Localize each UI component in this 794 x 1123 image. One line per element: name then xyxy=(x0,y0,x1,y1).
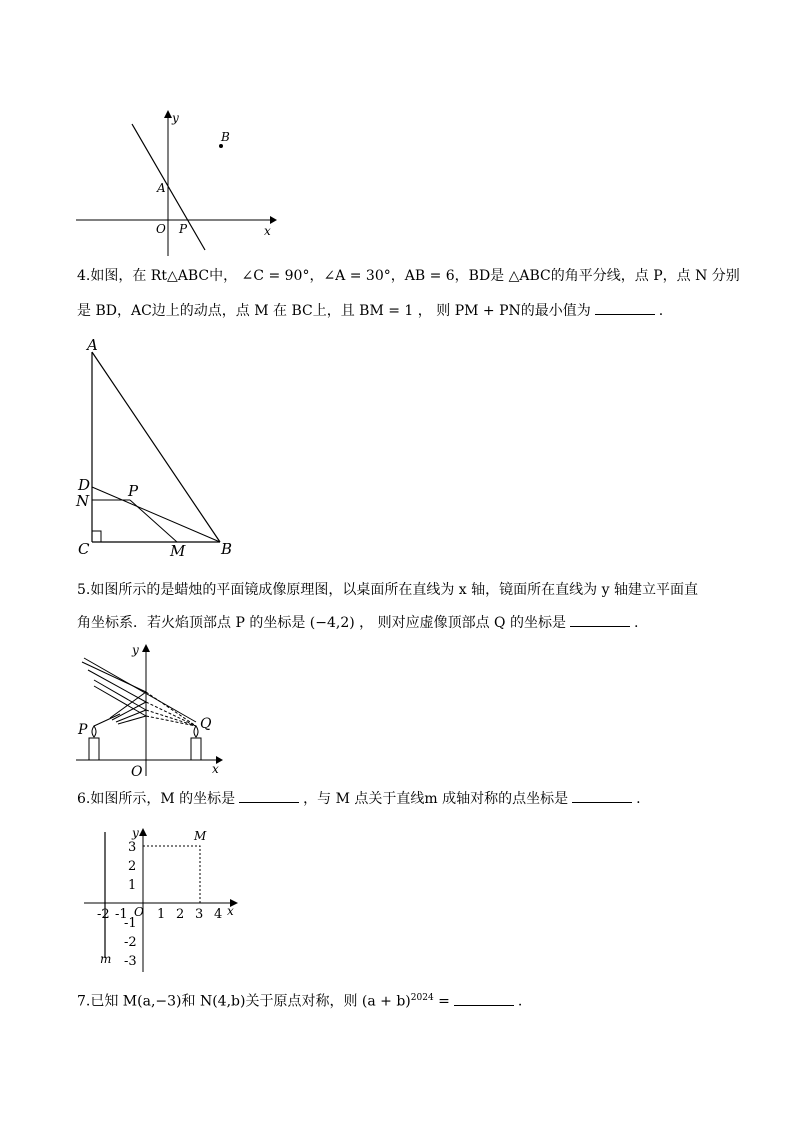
answer-blank-2[interactable] xyxy=(572,788,632,803)
answer-blank-1[interactable] xyxy=(239,788,299,803)
figure-coordinate-grid xyxy=(78,824,248,976)
point-n-label: N xyxy=(76,492,90,510)
question-7-line xyxy=(77,988,522,1012)
point-b-label: B xyxy=(221,130,230,144)
vertex-b-label: B xyxy=(221,540,233,558)
point-q-label: Q xyxy=(200,716,212,732)
x-axis-label: x xyxy=(212,762,219,776)
y-tick-1: 1 xyxy=(128,878,137,893)
x-axis-label: x xyxy=(264,224,271,238)
question-6-period: . xyxy=(636,791,641,807)
line-m-label: m xyxy=(100,952,112,966)
question-5-period: . xyxy=(633,615,639,631)
figure-right-triangle xyxy=(72,334,242,562)
y-tick--3: -3 xyxy=(124,954,137,969)
question-6-text-b: ，与 M 点关于直线m 成轴对称的点坐标是 xyxy=(303,791,569,807)
y-tick-2: 2 xyxy=(128,859,137,874)
point-d-label: D xyxy=(78,476,91,494)
question-4-line-2 xyxy=(77,300,663,321)
x-tick--1: -1 xyxy=(115,907,128,922)
point-m-label: M xyxy=(194,829,207,843)
vertex-c-label: C xyxy=(78,540,90,558)
question-6-line xyxy=(77,788,641,809)
y-tick--2: -2 xyxy=(124,935,137,950)
vertex-a-label: A xyxy=(87,336,98,354)
origin-label: O xyxy=(131,764,143,780)
y-axis-label: y xyxy=(132,643,139,657)
question-4-text: 是 BD，AC边上的动点，点 M 在 BC上，且 BM = 1 ， 则 PM + PN的最小值为 xyxy=(77,303,591,319)
answer-blank[interactable] xyxy=(595,300,655,315)
answer-blank[interactable] xyxy=(570,612,630,627)
figure-candle-mirror xyxy=(70,640,230,780)
figure-line-and-point xyxy=(70,108,280,258)
question-5-line-1: 5.如图所示的是蜡烛的平面镜成像原理图，以桌面所在直线为 x 轴，镜面所在直线为 y 轴建立平面直 xyxy=(77,582,698,598)
question-7-exponent: 2024 xyxy=(410,993,434,1003)
question-5-text: 角坐标系．若火焰顶部点 P 的坐标是 (−4,2) ， 则对应虚像顶部点 Q 的坐标是 xyxy=(77,615,566,631)
question-7-text-b: = xyxy=(433,993,450,1010)
point-m-label: M xyxy=(170,542,186,560)
x-axis-label: x xyxy=(227,904,234,918)
answer-blank[interactable] xyxy=(454,991,514,1006)
y-tick-3: 3 xyxy=(128,840,137,855)
x-tick-3: 3 xyxy=(195,907,204,922)
origin-label: O xyxy=(134,905,144,919)
question-7-text-a: 7.已知 M(a,−3)和 N(4,b)关于原点对称，则 (a + b) xyxy=(77,993,411,1010)
point-p-label: P xyxy=(179,222,188,236)
question-5-line-2 xyxy=(77,612,638,633)
point-a-label: A xyxy=(157,181,166,195)
question-4-line-1: 4.如图，在 Rt△ABC中， ∠C = 90°，∠A = 30°，AB = 6，BD是 △ABC的角平分线，点 P，点 N 分别 xyxy=(77,268,740,284)
question-7-period: . xyxy=(517,993,523,1010)
point-p-label: P xyxy=(128,482,139,500)
point-p-label: P xyxy=(78,722,88,738)
x-tick-2: 2 xyxy=(176,907,185,922)
origin-label: O xyxy=(156,222,166,236)
y-axis-label: y xyxy=(172,111,179,125)
y-axis-label: y xyxy=(132,826,139,840)
question-4-period: . xyxy=(658,303,664,319)
x-tick--2: -2 xyxy=(97,907,110,922)
question-6-text-a: 6.如图所示，M 的坐标是 xyxy=(77,791,236,807)
y-tick--1: -1 xyxy=(124,916,137,931)
x-tick-1: 1 xyxy=(157,907,166,922)
x-tick-4: 4 xyxy=(214,907,223,922)
